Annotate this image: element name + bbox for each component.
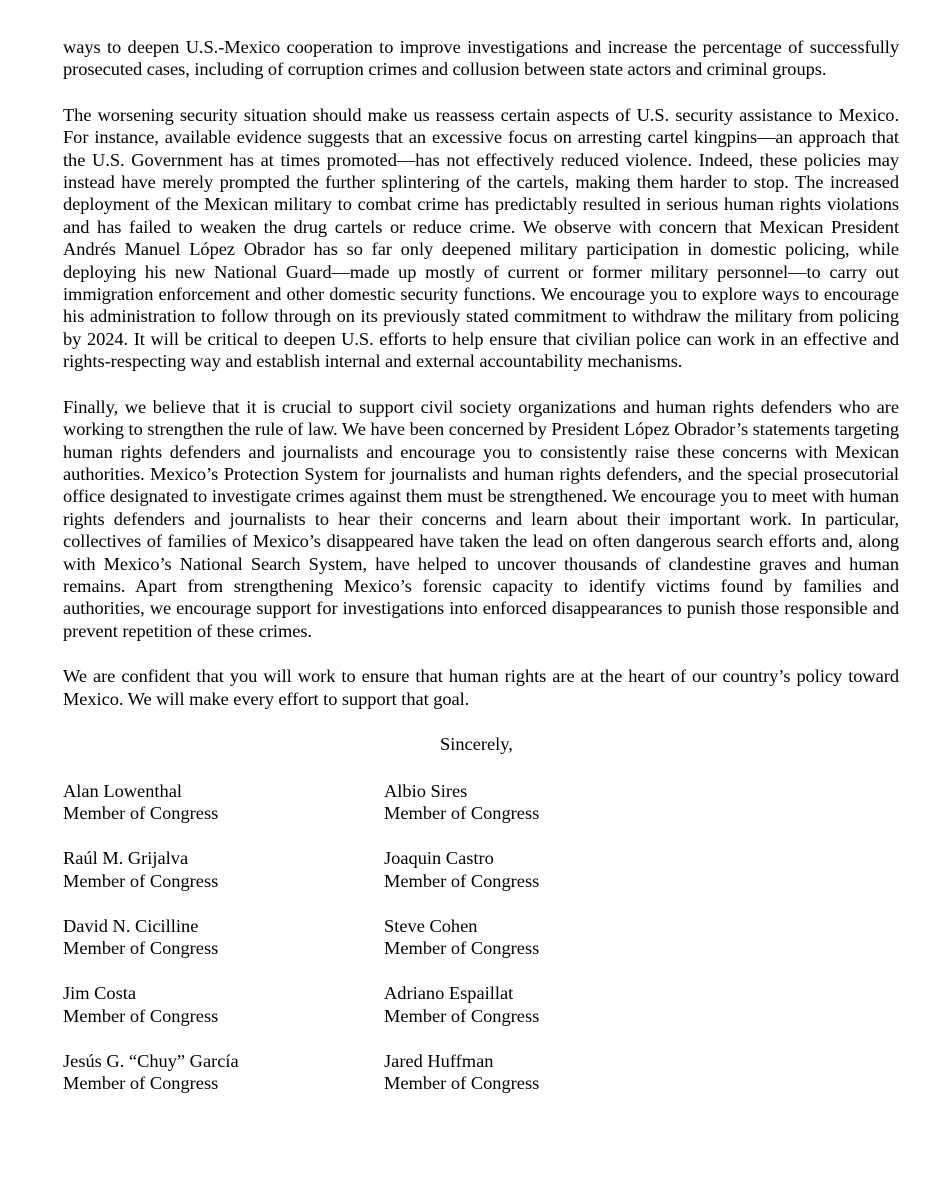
signatory-name: Adriano Espaillat: [384, 983, 514, 1004]
signatory: [384, 780, 784, 825]
signatory-title: Member of Congress: [384, 803, 540, 824]
letter-page: [63, 36, 899, 1117]
signatory-title: Member of Congress: [63, 803, 219, 824]
signature-row: [63, 780, 899, 825]
signatory-title: Member of Congress: [384, 938, 540, 959]
signatory-title: Member of Congress: [63, 870, 219, 891]
paragraph-conclusion: We are confident that you will work to ensure that human rights are at the heart of our country’s policy toward Mexico. We will make every effort to support that goal.: [63, 666, 899, 709]
signatory: [63, 1050, 384, 1095]
signatory-title: Member of Congress: [63, 938, 219, 959]
signatory-name: Jared Huffman: [384, 1050, 494, 1071]
signature-row: [63, 847, 899, 892]
signatory-name: Steve Cohen: [384, 915, 478, 936]
signatory: [384, 982, 784, 1027]
paragraph-security-assistance: The worsening security situation should make us reassess certain aspects of U.S. security assistance to Mexico. For instance, available evidence suggests that an excessive focus on arresting cartel kingpins—an approach that the U.S. Government has at times promoted—has not effectively reduced violence. Indeed, these policies may instead have merely prompted the further splintering of the cartels, making them harder to stop. The increased deployment of the Mexican military to combat crime has predictably resulted in serious human rights violations and has failed to weaken the drug cartels or reduce crime. We observe with concern that Mexican President Andrés Manuel López Obrador has so far only deepened military participation in domestic policing, while deploying his new National Guard—made up mostly of current or former military personnel—to carry out immigration enforcement and other domestic security functions. We encourage you to explore ways to encourage his administration to follow through on its previously stated commitment to withdraw the military from policing by 2024. It will be critical to deepen U.S. efforts to help ensure that civilian police can work in an effective and rights-respecting way and establish internal and external accountability mechanisms.: [63, 104, 899, 372]
paragraph-civil-society: Finally, we believe that it is crucial to support civil society organizations and human rights defenders who are working to strengthen the rule of law. We have been concerned by President López Obrador’s statements targeting human rights defenders and journalists and encourage you to consistently raise these concerns with Mexican authorities. Mexico’s Protection System for journalists and human rights defenders, and the special prosecutorial office designated to investigate crimes against them must be strengthened. We encourage you to meet with human rights defenders and journalists to hear their concerns and learn about their important work. In particular, collectives of families of Mexico’s disappeared have taken the lead on often dangerous search efforts and, along with Mexico’s National Search System, have helped to uncover thousands of clandestine graves and human remains. Apart from strengthening Mexico’s forensic capacity to identify victims found by families and authorities, we encourage support for investigations into enforced disappearances to punish those responsible and prevent repetition of these crimes.: [63, 396, 899, 641]
signatory-name: Jim Costa: [63, 983, 137, 1004]
signature-row: [63, 1050, 899, 1095]
signatory-name: Albio Sires: [384, 780, 468, 801]
signatory: [384, 915, 784, 960]
signatory-title: Member of Congress: [384, 1005, 540, 1026]
signatory-name: Joaquin Castro: [384, 848, 494, 869]
signatory: [63, 780, 384, 825]
signatory-name: David N. Cicilline: [63, 915, 199, 936]
signature-row: [63, 915, 899, 960]
signatory: [63, 847, 384, 892]
signatory: [384, 847, 784, 892]
signatory: [63, 915, 384, 960]
paragraph-cooperation: ways to deepen U.S.-Mexico cooperation to improve investigations and increase the percentage of successfully prosecuted cases, including of corruption crimes and collusion between state actors and criminal groups.: [63, 37, 899, 80]
signatory-title: Member of Congress: [63, 1073, 219, 1094]
signatory: [384, 1050, 784, 1095]
signatory-title: Member of Congress: [384, 1073, 540, 1094]
signature-block: [63, 780, 899, 1095]
signatory-name: Alan Lowenthal: [63, 780, 182, 801]
signature-row: [63, 982, 899, 1027]
signatory-name: Jesús G. “Chuy” García: [63, 1050, 239, 1071]
signatory: [63, 982, 384, 1027]
signatory-title: Member of Congress: [384, 870, 540, 891]
signatory-title: Member of Congress: [63, 1005, 219, 1026]
closing-salutation: Sincerely,: [440, 733, 513, 754]
signatory-name: Raúl M. Grijalva: [63, 848, 189, 869]
